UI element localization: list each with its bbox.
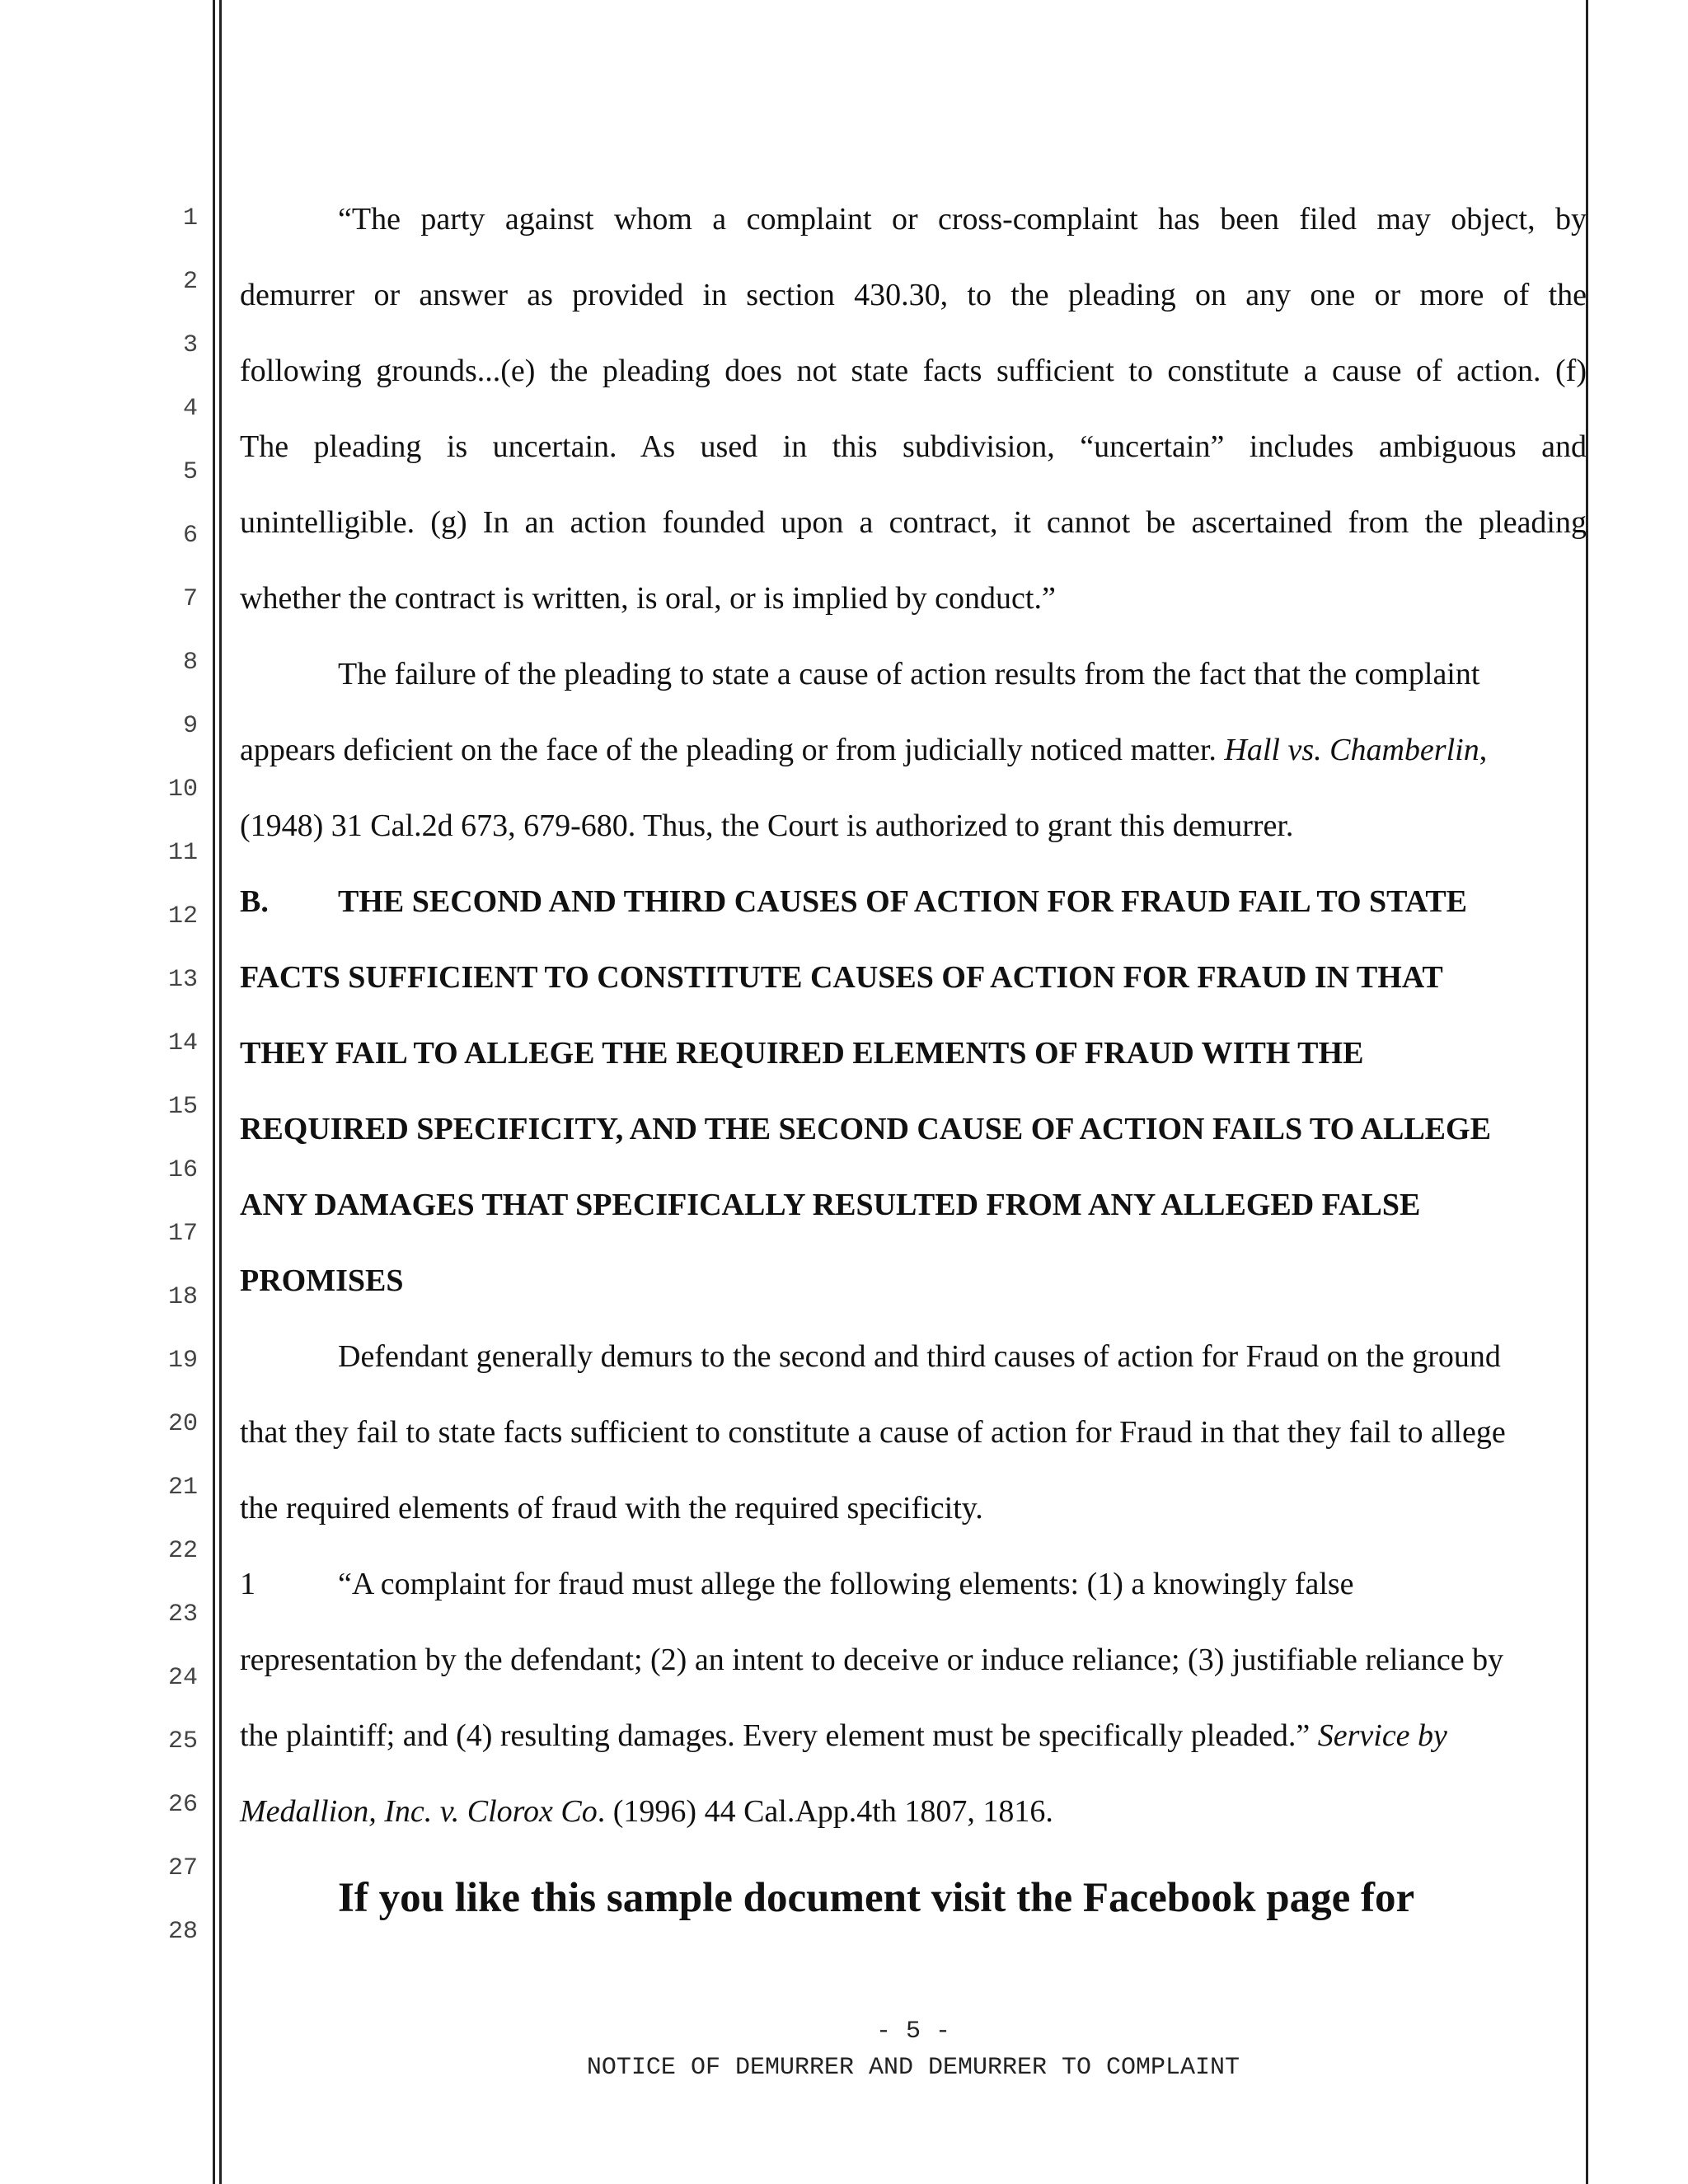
line-number: 17	[167, 1220, 198, 1248]
line-number: 23	[167, 1601, 198, 1629]
text-span: appears deficient on the face of the pleading or from judicially noticed matter.	[240, 733, 1225, 767]
text-line: unintelligible. (g) In an action founded upon a contract, it cannot be ascertained from the pleading	[240, 505, 1587, 540]
heading-text: THE SECOND AND THIRD CAUSES OF ACTION FOR FRAUD FAIL TO STATE	[338, 884, 1468, 919]
text-line: The failure of the pleading to state a cause of action results from the fact that the complaint	[338, 657, 1480, 691]
case-name: Medallion, Inc. v. Clorox Co	[240, 1794, 598, 1829]
line-number: 20	[167, 1410, 198, 1438]
heading-line	[240, 883, 1587, 921]
line-number: 13	[167, 966, 198, 994]
line-number: 6	[182, 522, 198, 550]
heading-line: ANY DAMAGES THAT SPECIFICALLY RESULTED FROM ANY ALLEGED FALSE	[240, 1188, 1421, 1222]
footer-title: NOTICE OF DEMURRER AND DEMURRER TO COMPLAINT	[586, 2054, 1240, 2082]
line-number: 4	[182, 395, 198, 423]
text-line: whether the contract is written, is oral, or is implied by conduct.”	[240, 581, 1056, 616]
text-line-with-citation	[240, 731, 1587, 769]
line-number: 10	[167, 776, 198, 804]
case-name: Hall vs. Chamberlin	[1224, 733, 1479, 767]
heading-line: PROMISES	[240, 1263, 404, 1298]
line-number: 8	[182, 649, 198, 677]
section-letter: B.	[240, 884, 269, 919]
line-number: 22	[167, 1537, 198, 1565]
line-number: 3	[182, 331, 198, 359]
line-number: 25	[167, 1727, 198, 1755]
line-number: 16	[167, 1156, 198, 1184]
footnote-number: 1	[240, 1567, 256, 1601]
heading-line: FACTS SUFFICIENT TO CONSTITUTE CAUSES OF ACTION FOR FRAUD IN THAT	[240, 960, 1443, 995]
line-number: 1	[182, 204, 198, 232]
text-span: ,	[1479, 733, 1488, 767]
line-number: 14	[167, 1029, 198, 1057]
line-number: 19	[167, 1347, 198, 1375]
footnote-line: representation by the defendant; (2) an intent to deceive or induce reliance; (3) justifiable reliance by	[240, 1643, 1504, 1677]
line-number: 28	[167, 1918, 198, 1946]
page-number: - 5 -	[875, 2018, 950, 2046]
line-number: 26	[167, 1791, 198, 1819]
left-margin-rule-outer	[213, 0, 215, 2184]
line-number: 27	[167, 1854, 198, 1882]
heading-line: THEY FAIL TO ALLEGE THE REQUIRED ELEMENTS OF FRAUD WITH THE	[240, 1036, 1364, 1071]
line-number: 2	[182, 268, 198, 296]
text-line: demurrer or answer as provided in section 430.30, to the pleading on any one or more of the	[240, 278, 1587, 312]
footnote-line	[240, 1717, 1587, 1755]
line-number: 12	[167, 902, 198, 930]
text-line: the required elements of fraud with the required specificity.	[240, 1491, 983, 1526]
left-margin-rule-inner	[219, 0, 222, 2184]
right-margin-rule	[1586, 0, 1588, 2184]
text-line: following grounds...(e) the pleading does not state facts sufficient to constitute a cause of action. (f)	[240, 354, 1587, 388]
line-number: 21	[167, 1474, 198, 1502]
line-number: 24	[167, 1664, 198, 1692]
line-number: 18	[167, 1283, 198, 1311]
line-number: 15	[167, 1093, 198, 1121]
promo-text: If you like this sample document visit the Facebook page for	[338, 1875, 1415, 1921]
heading-line: REQUIRED SPECIFICITY, AND THE SECOND CAUSE OF ACTION FAILS TO ALLEGE	[240, 1112, 1491, 1146]
text-span: the plaintiff; and (4) resulting damages. Every element must be specifically pleaded.”	[240, 1718, 1318, 1753]
line-number: 9	[182, 712, 198, 740]
text-line: Defendant generally demurs to the second and third causes of action for Fraud on the ground	[338, 1339, 1501, 1374]
text-line: The pleading is uncertain. As used in this subdivision, “uncertain” includes ambiguous and	[240, 429, 1587, 464]
text-line: “The party against whom a complaint or cross-complaint has been filed may object, by	[338, 202, 1587, 237]
case-name: Service by	[1317, 1718, 1447, 1753]
line-number: 5	[182, 458, 198, 486]
text-line: that they fail to state facts sufficient to constitute a cause of action for Fraud in that they fail to allege	[240, 1415, 1506, 1450]
text-span: . (1996) 44 Cal.App.4th 1807, 1816.	[597, 1794, 1053, 1829]
text-span: “A complaint for fraud must allege the following elements: (1) a knowingly false	[338, 1567, 1354, 1601]
footnote-line	[240, 1565, 1587, 1603]
text-line: (1948) 31 Cal.2d 673, 679-680. Thus, the Court is authorized to grant this demurrer.	[240, 808, 1294, 843]
line-number: 11	[167, 839, 198, 867]
footnote-line	[240, 1793, 1587, 1830]
line-number: 7	[182, 585, 198, 613]
